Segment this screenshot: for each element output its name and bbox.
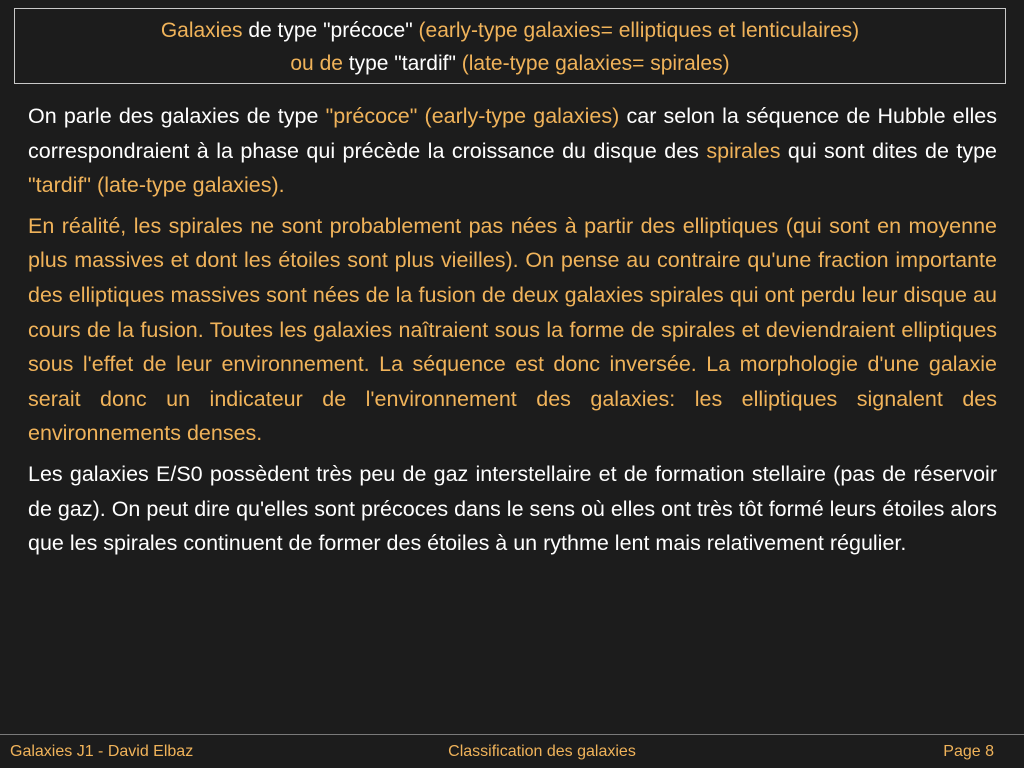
footer-section-title: Classification des galaxies	[448, 743, 636, 760]
slide-title	[14, 8, 1006, 84]
p1-text-2: car selon la séquence de Hubble elles correspondraient à la phase qui précède la croissance du disque des	[28, 104, 997, 163]
footer-page-number: Page 8	[943, 743, 994, 760]
title-text-type-precoce: de type "précoce"	[242, 19, 419, 42]
p1-highlight-spirales: spirales	[706, 138, 781, 163]
title-line-1	[15, 14, 1005, 47]
title-late-type-definition: (late-type galaxies= spirales)	[461, 52, 730, 75]
paragraph-early-type-definition	[28, 99, 997, 203]
p1-highlight-precoce: "précoce" (early-type galaxies)	[325, 104, 620, 128]
title-word-galaxies: Galaxies	[160, 19, 243, 42]
p1-text-1: On parle des galaxies de type	[28, 104, 326, 128]
footer-author: Galaxies J1 - David Elbaz	[10, 743, 194, 760]
p1-highlight-tardif: "tardif" (late-type galaxies).	[28, 173, 285, 198]
footer-divider	[0, 734, 1024, 735]
slide-body	[28, 99, 997, 567]
p2-text-5: La séquence est donc inversée. La morphologie d'une galaxie serait donc un indicateur de l'environnement des galaxies: les elliptiques signalent des environnements denses.	[28, 352, 997, 446]
p2-text-2: (qui sont en moyenne plus massives et dont les étoiles sont plus vieilles).	[28, 213, 997, 273]
p2-text-3: On pense au contraire qu'une fraction importante des elliptiques massives sont nées de la fusion de deux galaxies spirales qui ont perdu leur disque au cours de la fusion.	[28, 248, 997, 342]
paragraph-reality	[28, 209, 997, 451]
paragraph-es0-galaxies	[28, 457, 997, 561]
p2-text-1: En réalité, les spirales ne sont probablement pas nées à partir des elliptiques	[28, 213, 786, 238]
title-word-ou-de: ou de	[290, 52, 343, 75]
title-line-2	[15, 47, 1005, 80]
p1-text-3: qui sont dites de type	[780, 138, 997, 163]
title-early-type-definition: (early-type galaxies= elliptiques et lenticulaires)	[418, 19, 860, 42]
p3-text-1: Les galaxies E/S0 possèdent très peu de gaz interstellaire et de formation stellaire (pas de réservoir de gaz). On peut dire qu'elles sont précoces dans le sens où elles ont très tôt formé leurs étoiles alors que les spirales continuent de former des étoiles à un rythme lent mais relativement régulier.	[28, 461, 997, 556]
p2-text-4: Toutes les galaxies naîtraient sous la forme de spirales et deviendraient elliptiques sous l'effet de leur environnement.	[28, 317, 997, 377]
title-text-type-tardif: type "tardif"	[342, 52, 462, 75]
